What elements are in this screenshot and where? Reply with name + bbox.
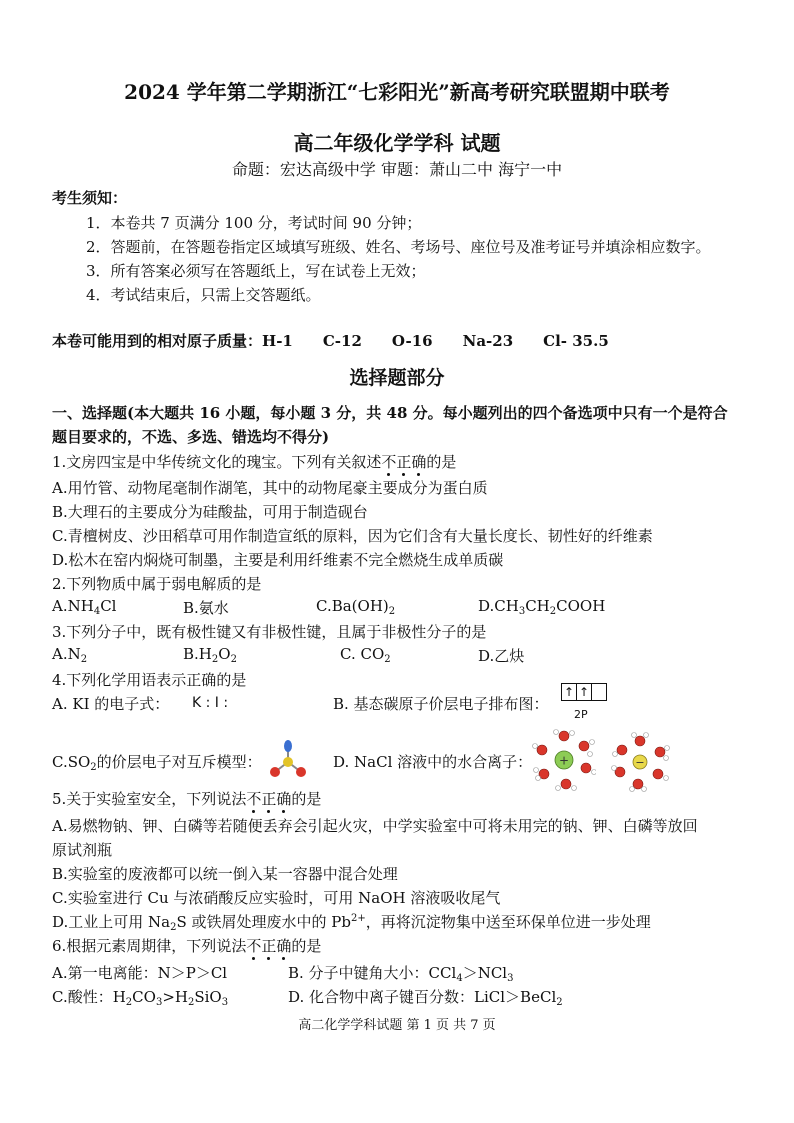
notice-item: 2．答题前，在答题卷指定区域填写班级、姓名、考场号、座位号及准考证号并填涂相应数字。 [86,238,711,256]
question-4-stem: 4.下列化学用语表示正确的是 [52,671,247,689]
exam-title: 2024 学年第二学期浙江“七彩阳光”新高考研究联盟期中联考 [124,80,670,104]
question-6-option-b: B. 分子中键角大小：CCl$_4$＞NCl$_3$ [288,964,514,984]
part1-instructions: 一、选择题(本大题共 16 小题，每小题 3 分，共 48 分。每小题列出的四个备选项中只有一个是符合 [52,404,728,422]
question-5-option-c: C.实验室进行 Cu 与浓硝酸反应实验时，可用 NaOH 溶液吸收尾气 [52,889,501,907]
question-4-option-a: A. KI 的电子式： [52,695,170,713]
so2-vsepr-model-icon [266,738,310,780]
question-3-option-d: D.乙炔 [478,647,525,665]
ki-electron-formula: K : I : [192,695,229,711]
notice-item: 4．考试结束后，只需上交答题纸。 [86,286,321,304]
orbital-box: ↑ [561,683,577,701]
notice-item: 1．本卷共 7 页满分 100 分，考试时间 90 分钟； [86,214,422,232]
exam-authors: 命题：宏达高级中学 审题：萧山二中 海宁一中 [231,160,563,179]
hydrated-cation-icon [532,728,596,792]
atomic-masses [52,330,639,351]
question-5-stem: 5.关于实验室安全，下列说法不正确的是 [52,790,322,808]
question-5-option-d: D.工业上可用 $Na_2S$ 或铁屑处理废水中的 $Pb^{2+}$，再将沉淀物集中送至环保单位进一步处理 [52,913,651,933]
question-6-option-d: D. 化合物中离子键百分数：LiCl＞BeCl$_2$ [288,988,563,1008]
question-6-option-c: C.酸性：$H_2CO_3>H_2SiO_3$ [52,988,229,1008]
orbital-label: 2P [574,708,588,721]
atomic-masses-label: 本卷可能用到的相对原子质量： [52,332,263,350]
question-1-option-a: A.用竹管、动物尾毫制作湖笔，其中的动物尾豪主要成分为蛋白质 [52,479,488,497]
orbital-box [592,683,607,701]
svg-text:+: + [558,753,570,768]
hydrated-anion-icon [610,732,670,792]
part1-instructions-cont: 题目要求的，不选、多选、错选均不得分) [52,428,330,446]
question-3-option-c: C. $CO_2$ [340,645,391,665]
notice-item: 3．所有答案必须写在答题纸上，写在试卷上无效； [86,262,426,280]
question-3-option-b: $B.H_2O_2$ [183,645,237,665]
question-6-option-a: A.第一电离能：N＞P＞Cl [52,964,228,982]
question-5-option-a-cont: 原试剂瓶 [52,841,113,859]
question-1-option-d: D.松木在窑内焖烧可制墨，主要是利用纤维素不完全燃烧生成单质碳 [52,551,504,569]
question-4-option-b: B. 基态碳原子价层电子排布图： [333,695,549,713]
question-3-stem: 3.下列分子中，既有极性键又有非极性键，且属于非极性分子的是 [52,623,487,641]
notice-heading: 考生须知： [52,189,128,207]
orbital-diagram [561,683,607,701]
question-1-option-b: B.大理石的主要成分为硅酸盐，可用于制造砚台 [52,503,368,521]
question-1-stem: 1.文房四宝是中华传统文化的瑰宝。下列有关叙述不正确的是 [52,453,457,471]
question-1-option-c: C.青檀树皮、沙田稻草可用作制造宣纸的原料，因为它们含有大量长度长、韧性好的纤维素 [52,527,653,545]
svg-text:−: − [635,756,645,769]
section-title: 选择题部分 [349,367,445,389]
question-6-stem: 6.根据元素周期律，下列说法不正确的是 [52,937,322,955]
question-2-option-d: $D.CH_3CH_2COOH$ [478,597,606,617]
question-4-option-d: D. NaCl 溶液中的水合离子： [333,753,533,771]
question-2-option-b: B.氨水 [183,599,229,617]
atomic-mass: Na-23 [462,332,514,350]
question-3-option-a: $A.N_2$ [52,645,88,665]
question-2-option-a: $A.NH_4Cl$ [52,597,117,617]
atomic-mass: O-16 [391,332,433,350]
atomic-mass: Cl- 35.5 [543,332,609,350]
atomic-mass: C-12 [322,332,362,350]
page-footer: 高二化学学科试题 第 1 页 共 7 页 [298,1018,496,1033]
question-2-stem: 2.下列物质中属于弱电解质的是 [52,575,262,593]
question-5-option-b: B.实验室的废液都可以统一倒入某一容器中混合处理 [52,865,398,883]
exam-subtitle: 高二年级化学学科 试题 [293,131,501,155]
question-2-option-c: $C.Ba(OH)_2$ [316,597,396,617]
question-4-option-c: $C.SO_2$的价层电子对互斥模型： [52,753,262,773]
orbital-box: ↑ [577,683,592,701]
question-5-option-a: A.易燃物钠、钾、白磷等若随便丢弃会引起火灾，中学实验室中可将未用完的钠、钾、白磷等放回 [52,817,698,835]
atomic-mass: H-1 [262,332,293,350]
